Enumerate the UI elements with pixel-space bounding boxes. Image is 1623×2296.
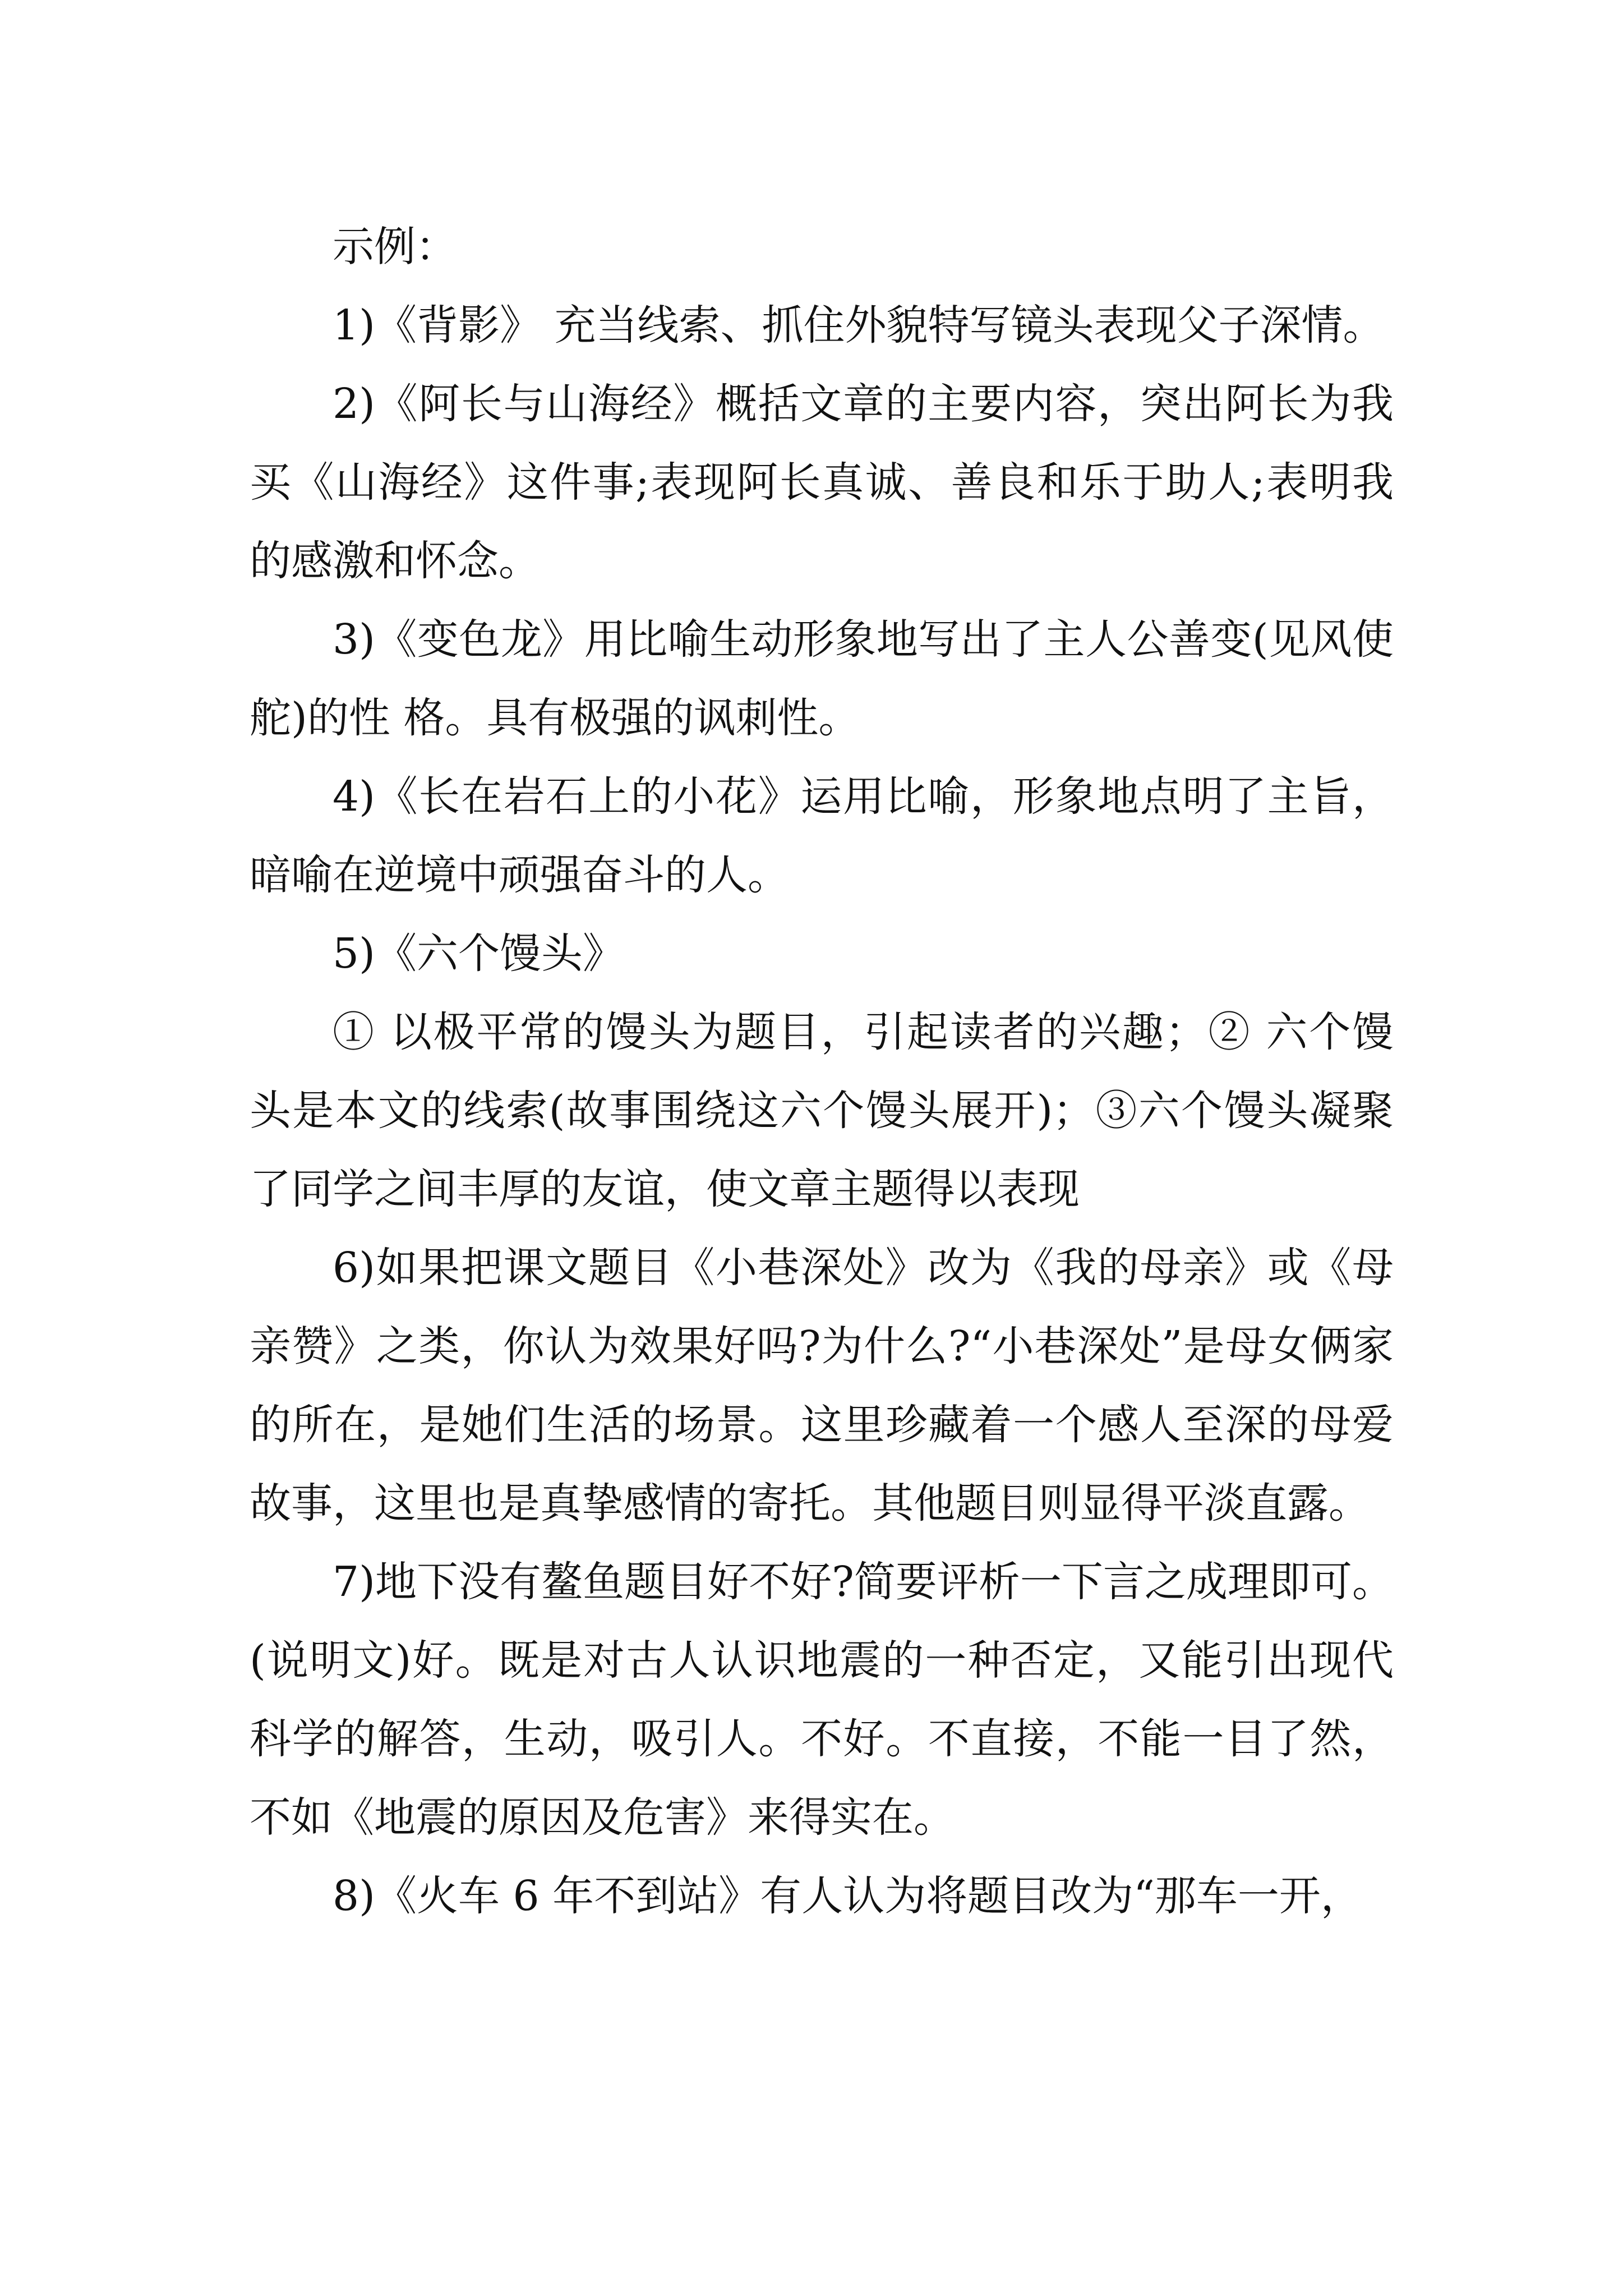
paragraph-item-3 [250,600,1394,757]
paragraph-text: ① 以极平常的馒头为题目，引起读者的兴趣；② 六个馒头是本文的线索(故事围绕这六个馒头展开)；③六个馒头凝聚了同学之间丰厚的友谊，使文章主题得以表现 [250,1008,1394,1213]
paragraph-text: 示例： [333,223,457,271]
paragraph-item-2 [250,365,1394,600]
paragraph-text: 3)《变色龙》用比喻生动形象地写出了主人公善变(见风使舵)的性 格。具有极强的讽刺性。 [250,615,1394,742]
paragraph-item-8 [250,1857,1394,1935]
paragraph-item-5-details [250,993,1394,1228]
paragraph-item-6 [250,1228,1394,1543]
paragraph-item-5 [250,914,1394,993]
paragraph-text: 7)地下没有鳌鱼题目好不好?简要评析一下言之成理即可。(说明文)好。既是对古人认识地震的一种否定，又能引出现代科学的解答，生动，吸引人。不好。不直接，不能一目了然，不如《地震的原因及危害》来得实在。 [250,1558,1394,1842]
document-body [250,208,1394,1935]
paragraph-text: 8)《火车 6 年不到站》有人认为将题目改为“那车一开， [333,1872,1362,1920]
paragraph-item-4 [250,757,1394,914]
paragraph-item-1 [250,286,1394,365]
paragraph-text: 5)《六个馒头》 [333,930,624,978]
paragraph-item-7 [250,1543,1394,1857]
paragraph-example-heading [250,208,1394,286]
paragraph-text: 1)《背影》 充当线索、抓住外貌特写镜头表现父子深情。 [333,301,1385,349]
paragraph-text: 6)如果把课文题目《小巷深处》改为《我的母亲》或《母亲赞》之类，你认为效果好吗?为什么?“小巷深处”是母女俩家的所在，是她们生活的场景。这里珍藏着一个感人至深的母爱故事，这里也是真挚感情的寄托。其他题目则显得平淡直露。 [250,1244,1394,1527]
paragraph-text: 2)《阿长与山海经》概括文章的主要内容，突出阿长为我买《山海经》这件事;表现阿长真诚、善良和乐于助人;表明我的感激和怀念。 [250,380,1394,585]
paragraph-text: 4)《长在岩石上的小花》运用比喻，形象地点明了主旨，暗喻在逆境中顽强奋斗的人。 [250,772,1394,899]
